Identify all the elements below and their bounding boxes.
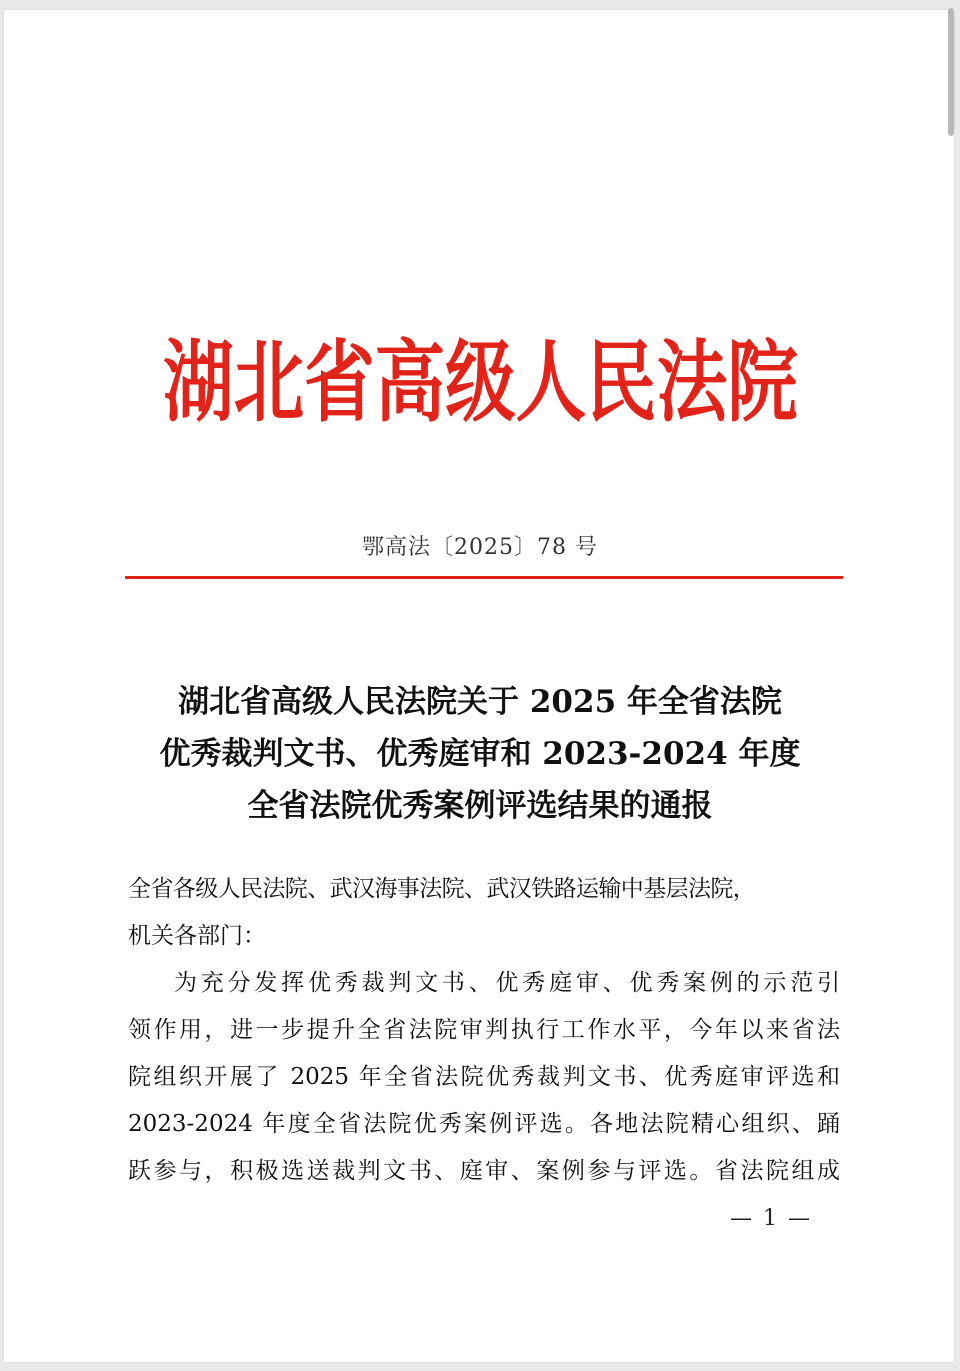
page-number: — 1 — bbox=[730, 1206, 812, 1231]
title-line: 全省法院优秀案例评选结果的通报 bbox=[247, 788, 713, 824]
body-paragraph bbox=[128, 960, 840, 1195]
body-line: 领作用，进一步提升全省法院审判执行工作水平，今年以来省法 bbox=[128, 1017, 840, 1043]
body-line: 跃参与，积极选送裁判文书、庭审、案例参与评选。省法院组成 bbox=[128, 1158, 840, 1184]
red-divider-line bbox=[125, 576, 843, 579]
body-line: 院组织开展了 2025 年全省法院优秀裁判文书、优秀庭审评选和 bbox=[128, 1064, 840, 1090]
addressee-line: 机关各部门： bbox=[128, 923, 266, 949]
document-number: 鄂高法〔2025〕78 号 bbox=[362, 535, 598, 560]
body-line: 为充分发挥优秀裁判文书、优秀庭审、优秀案例的示范引 bbox=[174, 970, 840, 996]
title-line: 湖北省高级人民法院关于 2025 年全省法院 bbox=[178, 684, 782, 720]
issuer-header: 湖北省高级人民法院 bbox=[163, 331, 798, 435]
addressee-line: 全省各级人民法院、武汉海事法院、武汉铁路运输中基层法院， bbox=[128, 876, 756, 902]
scrollbar[interactable] bbox=[946, 0, 960, 1371]
document-title bbox=[0, 676, 960, 832]
body-line: 2023-2024 年度全省法院优秀案例评选。各地法院精心组织、踊 bbox=[128, 1111, 840, 1137]
scrollbar-thumb[interactable] bbox=[948, 8, 954, 136]
addressee bbox=[128, 866, 840, 960]
title-line: 优秀裁判文书、优秀庭审和 2023-2024 年度 bbox=[159, 736, 801, 772]
